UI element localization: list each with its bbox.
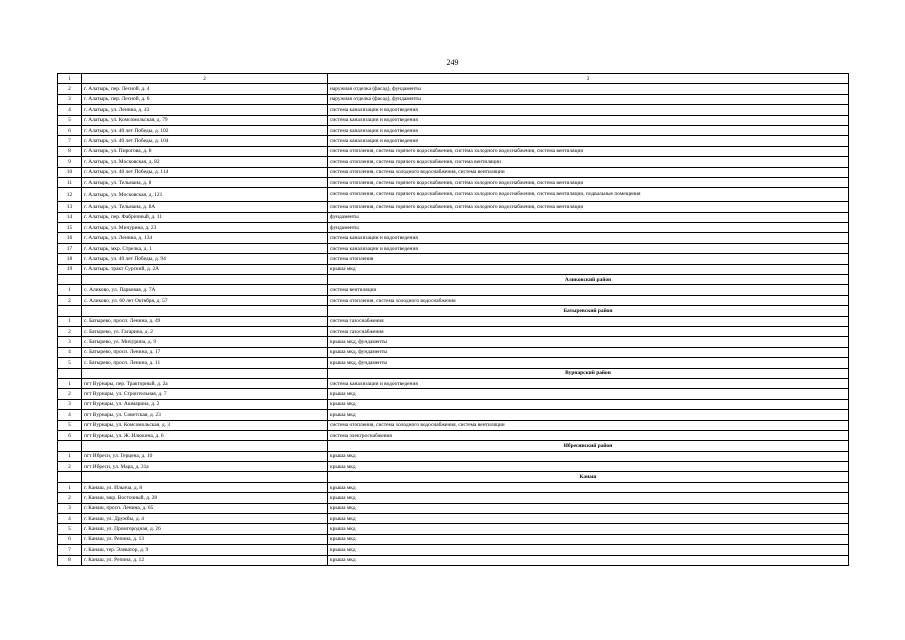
row-works-cell: система отопления, система горячего водоснабжения, система холодного водоснабжения, система вентиляции	[328, 202, 849, 212]
row-address-cell: с. Батырево, просп. Ленина, д. 49	[82, 316, 328, 326]
row-number-cell: 6	[58, 125, 82, 135]
section-row	[58, 472, 849, 482]
row-number-cell: 14	[58, 212, 82, 222]
section-title: Вурнарский район	[328, 368, 849, 378]
table-row	[58, 482, 849, 492]
row-works-cell: крыша мкд	[328, 462, 849, 472]
row-works-cell: система отопления, система холодного водоснабжения, система вентиляции	[328, 167, 849, 177]
table-row	[58, 451, 849, 461]
row-number-cell: 2	[58, 326, 82, 336]
row-number-cell: 9	[58, 157, 82, 167]
row-address-cell: пгт Вурнары, ул. Ашмарина, д. 2	[82, 399, 328, 409]
row-address-cell: г. Канаш, ул. Репина, д. 13	[82, 534, 328, 544]
row-address-cell: пгт Вурнары, ул. Строительная, д. 7	[82, 389, 328, 399]
row-works-cell: система канализации и водоотведения	[328, 115, 849, 125]
section-row	[58, 441, 849, 451]
row-address-cell: с. Батырево, просп. Ленина, д. 17	[82, 347, 328, 357]
row-number-cell: 5	[58, 524, 82, 534]
row-works-cell: крыша мкд, фундаменты	[328, 337, 849, 347]
table-row	[58, 254, 849, 264]
row-works-cell: система электроснабжения	[328, 430, 849, 440]
row-number-cell: 3	[58, 503, 82, 513]
table-row	[58, 125, 849, 135]
row-works-cell: наружная отделка (фасад), фундаменты	[328, 94, 849, 104]
row-number-cell: 2	[58, 493, 82, 503]
section-empty-cell	[82, 441, 328, 451]
row-address-cell: г. Алатырь, ул. Тельмана, д. 8	[82, 177, 328, 187]
row-address-cell: г. Алатырь, пер. Лесной, д. 4	[82, 84, 328, 94]
row-number-cell: 18	[58, 254, 82, 264]
header-cell-works: 3	[328, 74, 849, 84]
row-works-cell: система канализации и водоотведения	[328, 233, 849, 243]
row-number-cell: 5	[58, 420, 82, 430]
table-row	[58, 264, 849, 274]
row-works-cell: система отопления, система горячего водоснабжения, система холодного водоснабжения, система вентиляции	[328, 146, 849, 156]
row-works-cell: крыша мкд	[328, 514, 849, 524]
section-title: Канаш	[328, 472, 849, 482]
row-works-cell: система канализации и водоотведения	[328, 243, 849, 253]
table-row	[58, 136, 849, 146]
section-title: Ибресинский район	[328, 441, 849, 451]
table-row	[58, 167, 849, 177]
row-number-cell: 12	[58, 188, 82, 202]
section-title: Аликовский район	[328, 275, 849, 285]
row-address-cell: пгт Вурнары, ул. Комсомольская, д. 3	[82, 420, 328, 430]
row-number-cell: 19	[58, 264, 82, 274]
row-number-cell: 2	[58, 462, 82, 472]
row-number-cell: 8	[58, 146, 82, 156]
row-number-cell: 3	[58, 399, 82, 409]
row-works-cell: система канализации и водоотведения	[328, 378, 849, 388]
row-address-cell: г. Канаш, мкр. Восточный, д. 28	[82, 493, 328, 503]
table-row	[58, 410, 849, 420]
row-address-cell: г. Алатырь, пер. Фабричный, д. 11	[82, 212, 328, 222]
table-header-row	[58, 74, 849, 84]
row-address-cell: г. Канаш, ул. Дружбы, д. 4	[82, 514, 328, 524]
row-address-cell: г. Алатырь, пер. Лесной, д. 6	[82, 94, 328, 104]
table-row	[58, 177, 849, 187]
row-number-cell: 2	[58, 295, 82, 305]
row-address-cell: г. Алатырь, ул. 40 лет Победы, д. 114	[82, 167, 328, 177]
row-address-cell: г. Алатырь, ул. Ленина, д. 134	[82, 233, 328, 243]
row-works-cell: система газоснабжения	[328, 326, 849, 336]
row-works-cell: наружная отделка (фасад), фундаменты	[328, 84, 849, 94]
row-number-cell: 2	[58, 389, 82, 399]
row-works-cell: система отопления, система холодного водоснабжения	[328, 295, 849, 305]
row-works-cell: фундаменты	[328, 223, 849, 233]
row-works-cell: система отопления	[328, 254, 849, 264]
row-address-cell: с. Батырево, ул. Мичурина, д. 9	[82, 337, 328, 347]
row-works-cell: система канализации и водоотведения	[328, 105, 849, 115]
row-address-cell: г. Алатырь, ул. 40 лет Победы, д. 94	[82, 254, 328, 264]
page-number: 249	[446, 58, 459, 67]
row-number-cell: 4	[58, 410, 82, 420]
table-row	[58, 105, 849, 115]
row-address-cell: г. Канаш, просп. Ленина, д. 65	[82, 503, 328, 513]
row-works-cell: крыша мкд	[328, 534, 849, 544]
row-works-cell: крыша мкд	[328, 264, 849, 274]
row-address-cell: г. Алатырь, мкр. Стрелка, д. 1	[82, 243, 328, 253]
table-row	[58, 514, 849, 524]
row-address-cell: г. Канаш, ул. Ильича, д. 8	[82, 482, 328, 492]
row-address-cell: с. Батырево, просп. Ленина, д. 11	[82, 358, 328, 368]
section-empty-cell	[58, 306, 82, 316]
row-address-cell: г. Канаш, ул. Репина, д. 12	[82, 555, 328, 565]
row-address-cell: г. Алатырь, ул. 40 лет Победы, д. 102	[82, 125, 328, 135]
table-row	[58, 115, 849, 125]
table-row	[58, 503, 849, 513]
row-number-cell: 2	[58, 84, 82, 94]
table-row	[58, 534, 849, 544]
row-address-cell: г. Алатырь, ул. Комсомольская, д. 79	[82, 115, 328, 125]
table-row	[58, 358, 849, 368]
table-row	[58, 94, 849, 104]
row-number-cell: 17	[58, 243, 82, 253]
header-cell-number: 1	[58, 74, 82, 84]
table-row	[58, 202, 849, 212]
row-number-cell: 4	[58, 514, 82, 524]
table-row	[58, 84, 849, 94]
row-works-cell: крыша мкд, фундаменты	[328, 358, 849, 368]
table-row	[58, 188, 849, 202]
row-works-cell: система вентиляции	[328, 285, 849, 295]
table-row	[58, 430, 849, 440]
row-address-cell: пгт Ибреси, ул. Мара, д. 31а	[82, 462, 328, 472]
table-row	[58, 157, 849, 167]
row-works-cell: система канализации и водоотведения	[328, 136, 849, 146]
row-works-cell: крыша мкд	[328, 524, 849, 534]
row-number-cell: 1	[58, 451, 82, 461]
section-title: Батыревский район	[328, 306, 849, 316]
section-empty-cell	[82, 368, 328, 378]
row-works-cell: крыша мкд	[328, 410, 849, 420]
table-row	[58, 285, 849, 295]
table-row	[58, 212, 849, 222]
table-row	[58, 146, 849, 156]
row-number-cell: 1	[58, 316, 82, 326]
row-works-cell: система отопления, система горячего водоснабжения, система вентиляции	[328, 157, 849, 167]
table-row	[58, 493, 849, 503]
table-row	[58, 389, 849, 399]
section-empty-cell	[58, 275, 82, 285]
row-address-cell: г. Алатырь, ул. Ленина, д. 43	[82, 105, 328, 115]
row-address-cell: пгт Вурнары, ул. Ж. Илюкина, д. 6	[82, 430, 328, 440]
table-row	[58, 399, 849, 409]
row-address-cell: г. Алатырь, ул. Московская, д. 121	[82, 188, 328, 202]
row-number-cell: 16	[58, 233, 82, 243]
row-number-cell: 3	[58, 94, 82, 104]
row-works-cell: система отопления, система холодного водоснабжения, система вентиляции	[328, 420, 849, 430]
row-address-cell: пгт Вурнары, ул. Советская, д. 23	[82, 410, 328, 420]
row-number-cell: 1	[58, 285, 82, 295]
row-works-cell: фундаменты	[328, 212, 849, 222]
table-row	[58, 223, 849, 233]
table-row	[58, 347, 849, 357]
table-row	[58, 555, 849, 565]
row-address-cell: г. Алатырь, ул. Московская, д. 82	[82, 157, 328, 167]
section-empty-cell	[58, 441, 82, 451]
row-number-cell: 1	[58, 378, 82, 388]
row-address-cell: г. Алатырь, ул. Мичурина, д. 23	[82, 223, 328, 233]
row-works-cell: система газоснабжения	[328, 316, 849, 326]
row-number-cell: 4	[58, 347, 82, 357]
row-address-cell: г. Алатырь, ул. Пирогова, д. 8	[82, 146, 328, 156]
row-works-cell: крыша мкд	[328, 555, 849, 565]
row-number-cell: 8	[58, 555, 82, 565]
row-address-cell: г. Алатырь, ул. 40 лет Победы, д. 104	[82, 136, 328, 146]
row-works-cell: крыша мкд	[328, 545, 849, 555]
row-address-cell: г. Алатырь, тракт Сурский, д. 2А	[82, 264, 328, 274]
table-row	[58, 326, 849, 336]
row-number-cell: 4	[58, 105, 82, 115]
row-address-cell: с. Аликово, ул. 60 лет Октября, д. 57	[82, 295, 328, 305]
row-number-cell: 10	[58, 167, 82, 177]
row-number-cell: 6	[58, 534, 82, 544]
row-address-cell: пгт Вурнары, пер. Тракторный, д. 2а	[82, 378, 328, 388]
row-works-cell: крыша мкд	[328, 389, 849, 399]
row-number-cell: 7	[58, 545, 82, 555]
row-address-cell: пгт Ибреси, ул. Герцена, д. 10	[82, 451, 328, 461]
row-address-cell: г. Алатырь, ул. Тельмана, д. 8А	[82, 202, 328, 212]
table-row	[58, 233, 849, 243]
row-works-cell: крыша мкд, фундаменты	[328, 347, 849, 357]
section-row	[58, 368, 849, 378]
row-works-cell: крыша мкд	[328, 399, 849, 409]
row-works-cell: крыша мкд	[328, 493, 849, 503]
section-empty-cell	[82, 472, 328, 482]
section-empty-cell	[82, 306, 328, 316]
section-empty-cell	[58, 472, 82, 482]
section-row	[58, 306, 849, 316]
table-body	[58, 74, 849, 566]
table-row	[58, 462, 849, 472]
row-address-cell: с. Батырево, ул. Гагарина, д. 2	[82, 326, 328, 336]
row-number-cell: 15	[58, 223, 82, 233]
buildings-table	[57, 73, 849, 566]
table-row	[58, 545, 849, 555]
table-row	[58, 524, 849, 534]
row-works-cell: система отопления, система горячего водоснабжения, система холодного водоснабжения, система вентиляции, подвальные помещения	[328, 188, 849, 202]
row-number-cell: 5	[58, 358, 82, 368]
row-works-cell: система отопления, система горячего водоснабжения, система холодного водоснабжения, система вентиляции	[328, 177, 849, 187]
table-row	[58, 337, 849, 347]
table-row	[58, 420, 849, 430]
section-empty-cell	[58, 368, 82, 378]
row-number-cell: 7	[58, 136, 82, 146]
row-works-cell: крыша мкд	[328, 451, 849, 461]
row-number-cell: 5	[58, 115, 82, 125]
row-address-cell: г. Канаш, тер. Элеватор, д. 9	[82, 545, 328, 555]
table-row	[58, 295, 849, 305]
table-row	[58, 243, 849, 253]
row-address-cell: с. Аликово, ул. Парковая, д. 7А	[82, 285, 328, 295]
row-works-cell: крыша мкд	[328, 482, 849, 492]
section-empty-cell	[82, 275, 328, 285]
row-number-cell: 13	[58, 202, 82, 212]
section-row	[58, 275, 849, 285]
row-number-cell: 3	[58, 337, 82, 347]
row-works-cell: крыша мкд	[328, 503, 849, 513]
table-row	[58, 316, 849, 326]
header-cell-address: 2	[82, 74, 328, 84]
row-works-cell: система канализации и водоотведения	[328, 125, 849, 135]
row-number-cell: 6	[58, 430, 82, 440]
table-row	[58, 378, 849, 388]
row-address-cell: г. Канаш, ул. Промгородная, д. 26	[82, 524, 328, 534]
row-number-cell: 1	[58, 482, 82, 492]
row-number-cell: 11	[58, 177, 82, 187]
